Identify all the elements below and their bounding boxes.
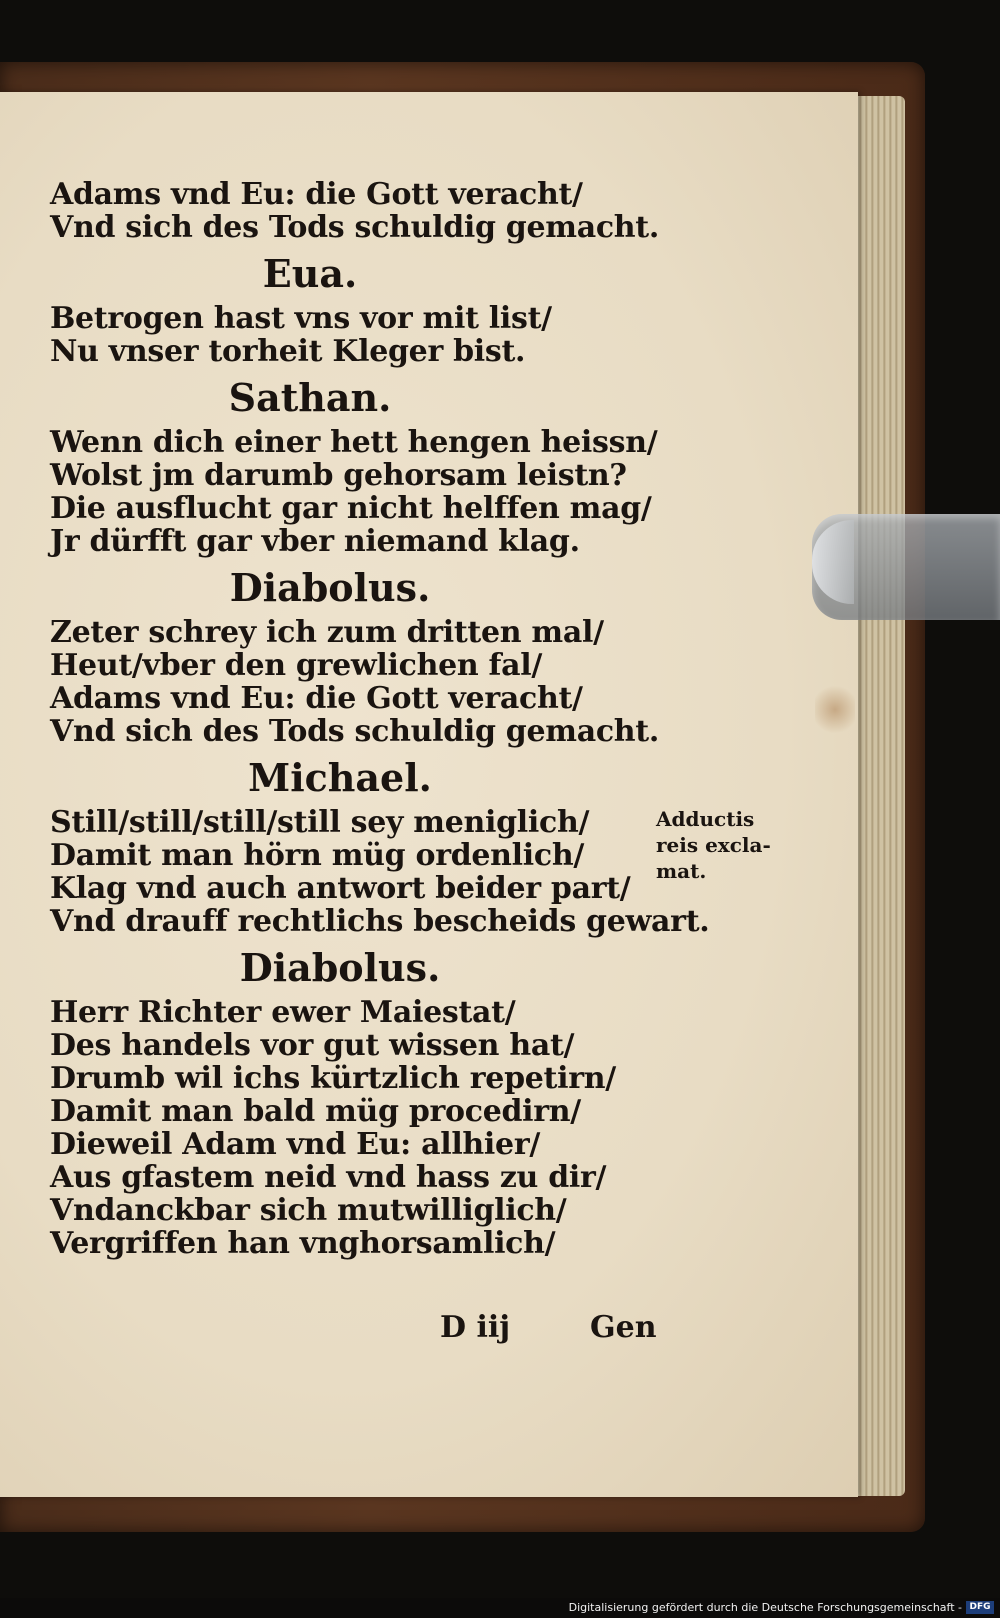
verse-line: Vergriffen han vnghorsamlich/	[50, 1226, 556, 1261]
verse-line: Des handels vor gut wissen hat/	[50, 1028, 575, 1063]
catchword: Gen	[590, 1310, 657, 1345]
verse-line: Damit man hörn müg ordenlich/	[50, 838, 585, 873]
verse-line: Nu vnser torheit Kleger bist.	[50, 334, 526, 369]
page-edges	[850, 96, 905, 1496]
verse-line: Aus gfastem neid vnd hass zu dir/	[50, 1160, 607, 1195]
verse-line: Adams vnd Eu: die Gott veracht/	[50, 681, 583, 716]
dfg-logo: DFG	[966, 1601, 994, 1614]
verse-line: Drumb wil ichs kürtzlich repetirn/	[50, 1061, 616, 1096]
verse-line: Vnd drauff rechtlichs bescheids gewart.	[50, 904, 710, 939]
speaker-heading-diabolus: Diabolus.	[239, 945, 441, 990]
verse-line: Klag vnd auch antwort beider part/	[50, 871, 631, 906]
verse-line: Adams vnd Eu: die Gott veracht/	[50, 177, 583, 212]
verse-line: Heut/vber den grewlichen fal/	[50, 648, 543, 683]
verse-line: Jr dürfft gar vber niemand klag.	[50, 524, 580, 559]
digitization-credit: Digitalisierung gefördert durch die Deutsche Forschungsgemeinschaft -	[568, 1601, 962, 1614]
speaker-heading-eua: Eua.	[262, 251, 358, 296]
speaker-heading-diabolus: Diabolus.	[229, 565, 431, 610]
verse-line: Die ausflucht gar nicht helffen mag/	[50, 491, 652, 526]
verse-line: Dieweil Adam vnd Eu: allhier/	[50, 1127, 540, 1162]
verse-line: Herr Richter ewer Maiestat/	[50, 995, 516, 1030]
verse-line: Betrogen hast vns vor mit list/	[50, 301, 552, 336]
verse-line: Vnd sich des Tods schuldig gemacht.	[50, 210, 660, 245]
marginal-note-line: Adductis	[656, 807, 755, 831]
foxing-stain	[815, 682, 855, 737]
verse-line: Vndanckbar sich mutwilliglich/	[50, 1193, 567, 1228]
verse-line: Damit man bald müg procedirn/	[50, 1094, 581, 1129]
verse-line: Still/still/still/still sey meniglich/	[50, 805, 590, 840]
verse-line: Vnd sich des Tods schuldig gemacht.	[50, 714, 660, 749]
marginal-note-line: mat.	[656, 859, 707, 883]
verse-line: Zeter schrey ich zum dritten mal/	[50, 615, 604, 650]
marginal-note-line: reis excla-	[656, 833, 771, 857]
speaker-heading-sathan: Sathan.	[228, 375, 392, 420]
verse-line: Wolst jm darumb gehorsam leistn?	[50, 458, 627, 493]
signature-mark: D iij	[440, 1310, 511, 1345]
marginal-note	[656, 806, 806, 884]
verse-line: Wenn dich einer hett hengen heissn/	[50, 425, 658, 460]
speaker-heading-michael: Michael.	[248, 755, 432, 800]
